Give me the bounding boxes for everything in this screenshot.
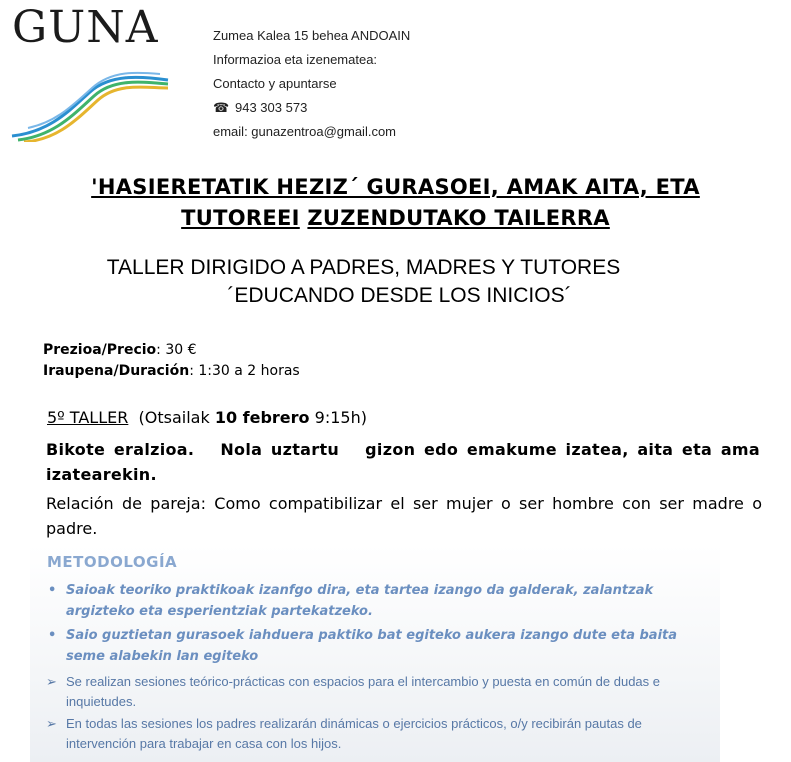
info-label: Informazioa eta izenematea: — [213, 52, 378, 67]
duration-label: Iraupena/Duración — [43, 363, 190, 379]
methodology-item-es — [46, 672, 712, 712]
methodology-item-es-text: En todas las sesiones los padres realizarán dinámicas o ejercicios prácticos, o/y recibirán pautas de intervención para trabajar en casa con los hijos. — [66, 716, 642, 751]
methodology-item-eu-text: Saioak teoriko praktikoak izanfgo dira, eta tartea izango da galderak, zalantzak argizteko eta esperientziak partekatzeko. — [66, 583, 654, 619]
session-desc-es: Relación de pareja: Como compatibilizar el ser mujer o ser hombre con ser madre o padre. — [46, 494, 762, 538]
arrow-icon: ➢ — [46, 716, 57, 731]
bullet-icon: • — [48, 628, 57, 643]
phone-icon: ☎ — [213, 100, 230, 115]
session-label: 5º TALLER — [47, 408, 129, 427]
phone-number: 943 303 573 — [235, 100, 308, 115]
meta-info — [43, 340, 300, 382]
methodology-item-es — [46, 714, 712, 754]
arrow-icon: ➢ — [46, 674, 57, 689]
price-value: : 30 € — [156, 342, 197, 358]
title-eu-line1: 'HASIERETATIK HEZIZ´ GURASOEI, AMAK AITA, ETA — [91, 175, 700, 199]
session-date: 10 febrero — [214, 408, 310, 427]
address: Zumea Kalea 15 behea ANDOAIN — [213, 28, 411, 43]
methodology-item-eu-text: Saio guztietan gurasoek iahduera paktiko bat egiteko aukera izango dute eta baita seme alabekin lan egiteko — [66, 628, 678, 664]
logo: GUNA — [12, 2, 159, 53]
methodology-item-eu — [48, 580, 708, 622]
session-heading — [47, 408, 367, 427]
methodology-title: METODOLOGÍA — [47, 553, 178, 571]
title-spanish — [0, 254, 791, 310]
title-eu-line2a: TUTOREEI — [181, 206, 300, 230]
title-es-line2: ´EDUCANDO DESDE LOS INICIOS´ — [227, 284, 572, 307]
phone-row — [213, 100, 410, 124]
price-label: Prezioa/Precio — [43, 342, 157, 358]
email: email: gunazentroa@gmail.com — [213, 124, 397, 139]
duration-value: : 1:30 a 2 horas — [189, 363, 300, 379]
session-desc-eu: Bikote eralzioa. Nola uztartu gizon edo emakume izatea, aita eta ama izatearekin. — [46, 440, 766, 484]
contact-label: Contacto y apuntarse — [213, 76, 337, 91]
logo-swoosh-icon — [10, 70, 170, 142]
session-open: (Otsailak — [128, 408, 215, 427]
session-time: 9:15h) — [309, 408, 367, 427]
methodology-item-eu — [48, 625, 708, 667]
contact-block — [213, 28, 410, 148]
bullet-icon: • — [48, 583, 57, 598]
methodology-item-es-text: Se realizan sesiones teórico-prácticas con espacios para el intercambio y puesta en común de dudas e inquietudes. — [66, 674, 661, 709]
title-basque — [0, 172, 791, 234]
title-es-line1: TALLER DIRIGIDO A PADRES, MADRES Y TUTORES — [106, 256, 621, 279]
title-eu-line2b: ZUZENDUTAKO TAILERRA — [307, 206, 610, 230]
